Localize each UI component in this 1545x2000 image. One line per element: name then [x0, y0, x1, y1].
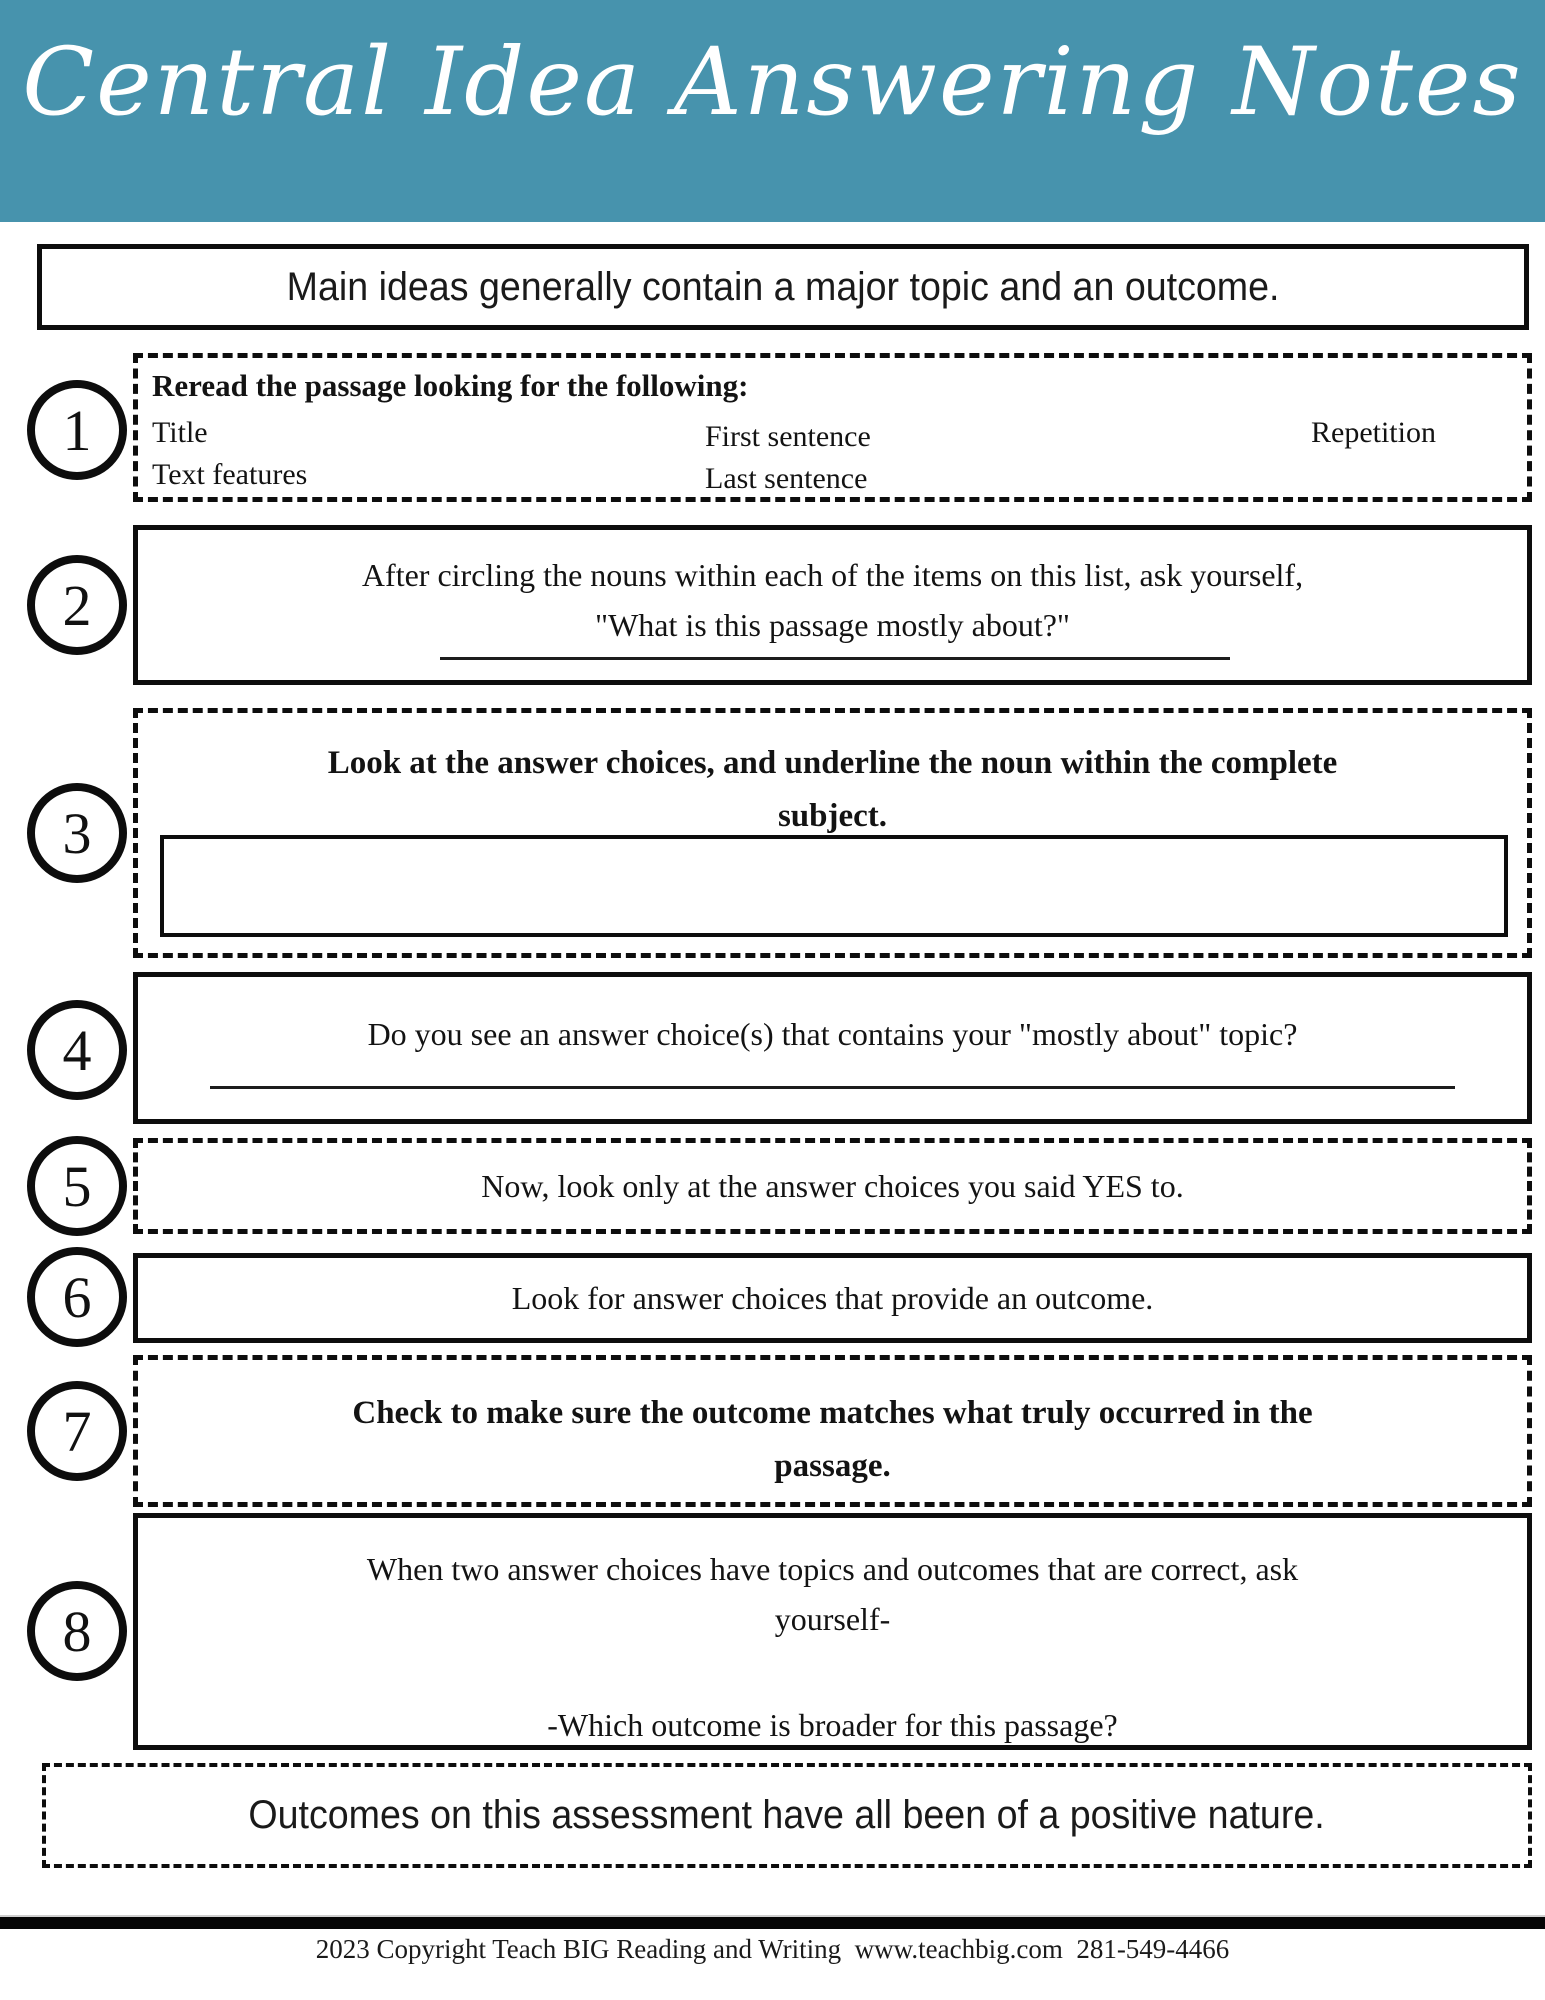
page-title: Central Idea Answering Notes	[22, 28, 1523, 137]
step-1-heading: Reread the passage looking for the following:	[152, 368, 749, 403]
step-8-box	[133, 1513, 1532, 1750]
step-2-text-line1: After circling the nouns within each of the items on this list, ask yourself,	[361, 557, 1304, 593]
checklist-item-first-sentence: First sentence	[705, 420, 871, 453]
outcome-note-text: Outcomes on this assessment have all been of a positive nature.	[248, 1793, 1326, 1837]
step-number-badge-2: 2	[27, 555, 127, 655]
step-3-box	[133, 708, 1532, 958]
step-2-box	[133, 525, 1532, 685]
step-5-text: Now, look only at the answer choices you said YES to.	[481, 1168, 1184, 1204]
step-6-box	[133, 1253, 1532, 1343]
write-in-blank	[440, 657, 1230, 660]
step-number-badge-6: 6	[27, 1247, 127, 1347]
checklist-item-text-features: Text features	[152, 458, 308, 491]
footer-divider-bar	[0, 1915, 1545, 1929]
step-8-text-line1: When two answer choices have topics and outcomes that are correct, ask	[366, 1551, 1299, 1587]
step-1-box	[133, 353, 1532, 502]
step-number-badge-4: 4	[27, 1000, 127, 1100]
checklist-item-title: Title	[152, 416, 208, 449]
step-7-box	[133, 1355, 1532, 1507]
step-4-text: Do you see an answer choice(s) that contains your "mostly about" topic?	[367, 1016, 1298, 1052]
intro-statement-box	[37, 244, 1529, 330]
step-8-text-line3: -Which outcome is broader for this passage?	[547, 1707, 1118, 1743]
step-number-badge-3: 3	[27, 783, 127, 883]
outcome-note-box	[42, 1763, 1532, 1868]
header-banner	[0, 0, 1545, 222]
step-2-text-line2: "What is this passage mostly about?"	[595, 607, 1070, 643]
step-7-text-line1: Check to make sure the outcome matches what truly occurred in the	[352, 1395, 1313, 1431]
step-4-box	[133, 972, 1532, 1124]
checklist-item-repetition: Repetition	[1311, 416, 1436, 449]
step-number-badge-5: 5	[27, 1136, 127, 1236]
checklist-item-last-sentence: Last sentence	[705, 462, 868, 495]
write-in-blank	[210, 1086, 1455, 1089]
step-3-text-line1: Look at the answer choices, and underline the noun within the complete	[327, 745, 1338, 781]
answer-choices-write-in-box	[160, 835, 1508, 937]
step-8-text-line2: yourself-	[774, 1601, 891, 1637]
step-7-text-line2: passage.	[774, 1448, 891, 1484]
intro-statement-text: Main ideas generally contain a major topic and an outcome.	[286, 264, 1280, 309]
step-6-text: Look for answer choices that provide an outcome.	[511, 1280, 1154, 1316]
step-5-box	[133, 1138, 1532, 1234]
footer-copyright: 2023 Copyright Teach BIG Reading and Writing www.teachbig.com 281-549-4466	[315, 1934, 1230, 1964]
step-number-badge-7: 7	[27, 1381, 127, 1481]
step-number-badge-8: 8	[27, 1581, 127, 1681]
step-3-text-line2: subject.	[777, 798, 888, 834]
step-number-badge-1: 1	[27, 380, 127, 480]
